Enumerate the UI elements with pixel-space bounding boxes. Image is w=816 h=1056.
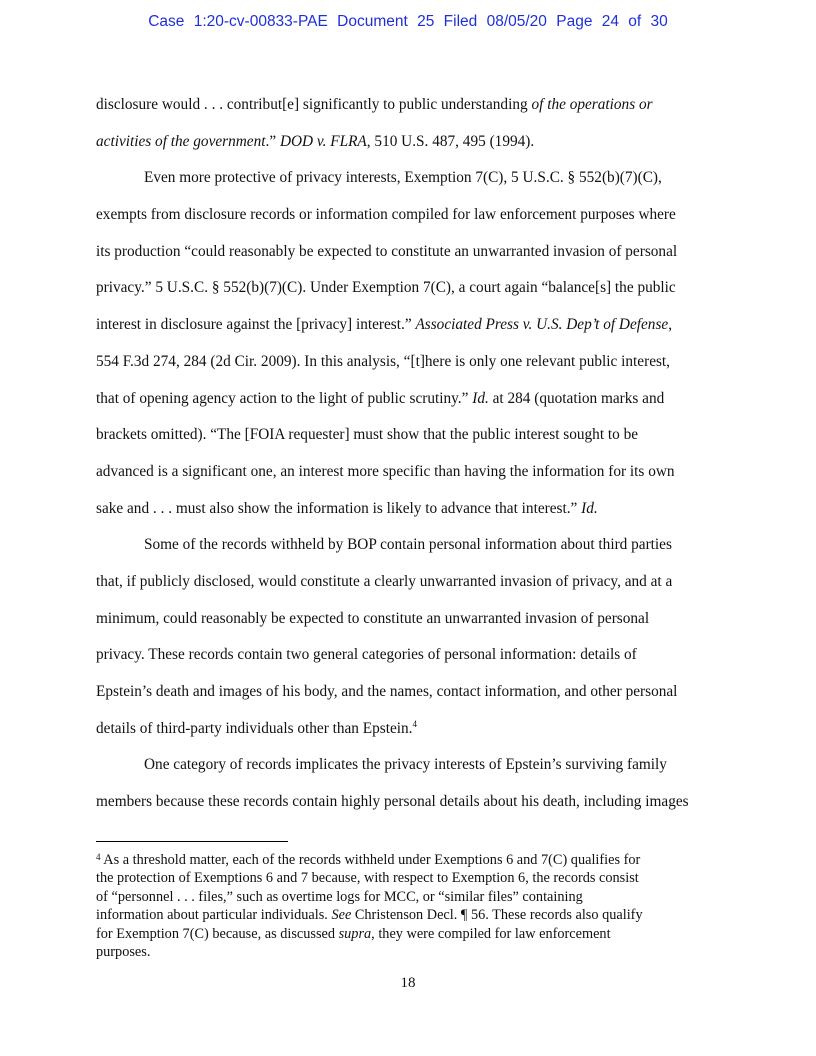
footnote-line: $^4$ As a threshold matter, each of the records withheld under Exemptions 6 and 7(C) qualifies for (96, 852, 641, 868)
case-number: Case 1:20-cv-00833-PAE (148, 13, 328, 30)
footnote-4 (96, 851, 720, 961)
footnote-line: of “personnel . . . files,” such as overtime logs for MCC, or “similar files” containing (96, 888, 583, 905)
page-of-total: Page 24 of 30 (556, 13, 668, 30)
text-line: details of third-party individuals other than Epstein.$^4$ (96, 718, 417, 737)
case-header (0, 13, 816, 31)
footnote-separator (96, 841, 288, 842)
text-line: sake and . . . must also show the information is likely to advance that interest.” Id. (96, 499, 598, 517)
paragraph-start: Some of the records withheld by BOP contain personal information about third parties (144, 536, 672, 554)
footnote-line: for Exemption 7(C) because, as discussed supra, they were compiled for law enforcement (96, 925, 611, 942)
footnote-line: purposes. (96, 944, 151, 961)
paragraph-start: Even more protective of privacy interests, Exemption 7(C), 5 U.S.C. § 552(b)(7)(C), (144, 169, 662, 187)
paragraph-start: One category of records implicates the privacy interests of Epstein’s surviving family (144, 756, 667, 774)
footnote-line: information about particular individuals. See Christenson Decl. ¶ 56. These records also qualify (96, 907, 643, 924)
text-line: minimum, could reasonably be expected to constitute an unwarranted invasion of personal (96, 609, 650, 627)
text-line: its production “could reasonably be expected to constitute an unwarranted invasion of personal (96, 242, 678, 260)
text-line: interest in disclosure against the [privacy] interest.” Associated Press v. U.S. Dep’t of Defense, (96, 316, 673, 334)
text-line: Epstein’s death and images of his body, and the names, contact information, and other personal (96, 683, 678, 700)
text-line: members because these records contain highly personal details about his death, including images (96, 793, 689, 811)
text-line: exempts from disclosure records or information compiled for law enforcement purposes where (96, 206, 676, 224)
body-text (96, 95, 720, 829)
text-line: activities of the government.” DOD v. FLRA, 510 U.S. 487, 495 (1994). (96, 132, 535, 150)
text-line: that of opening agency action to the light of public scrutiny.” Id. at 284 (quotation marks and (96, 389, 665, 407)
text-line: brackets omitted). “The [FOIA requester] must show that the public interest sought to be (96, 426, 639, 444)
footnote-reference: 4 (412, 718, 417, 729)
footnote-line: the protection of Exemptions 6 and 7 because, with respect to Exemption 6, the records consist (96, 870, 639, 887)
text-line: 554 F.3d 274, 284 (2d Cir. 2009). In this analysis, “[t]here is only one relevant public interest, (96, 352, 671, 370)
text-line: advanced is a significant one, an interest more specific than having the information for its own (96, 462, 675, 480)
text-line: disclosure would . . . contribut[e] significantly to public understanding of the operations or (96, 96, 653, 113)
filed-date: Filed 08/05/20 (443, 13, 547, 30)
document-number: Document 25 (337, 13, 435, 30)
text-line: privacy. These records contain two general categories of personal information: details of (96, 646, 637, 664)
footnote-marker: 4 (96, 852, 101, 862)
text-line: that, if publicly disclosed, would constitute a clearly unwarranted invasion of privacy, and at a (96, 572, 673, 590)
page-number: 18 (400, 975, 416, 991)
text-line: privacy.” 5 U.S.C. § 552(b)(7)(C). Under Exemption 7(C), a court again “balance[s] the public (96, 279, 676, 297)
